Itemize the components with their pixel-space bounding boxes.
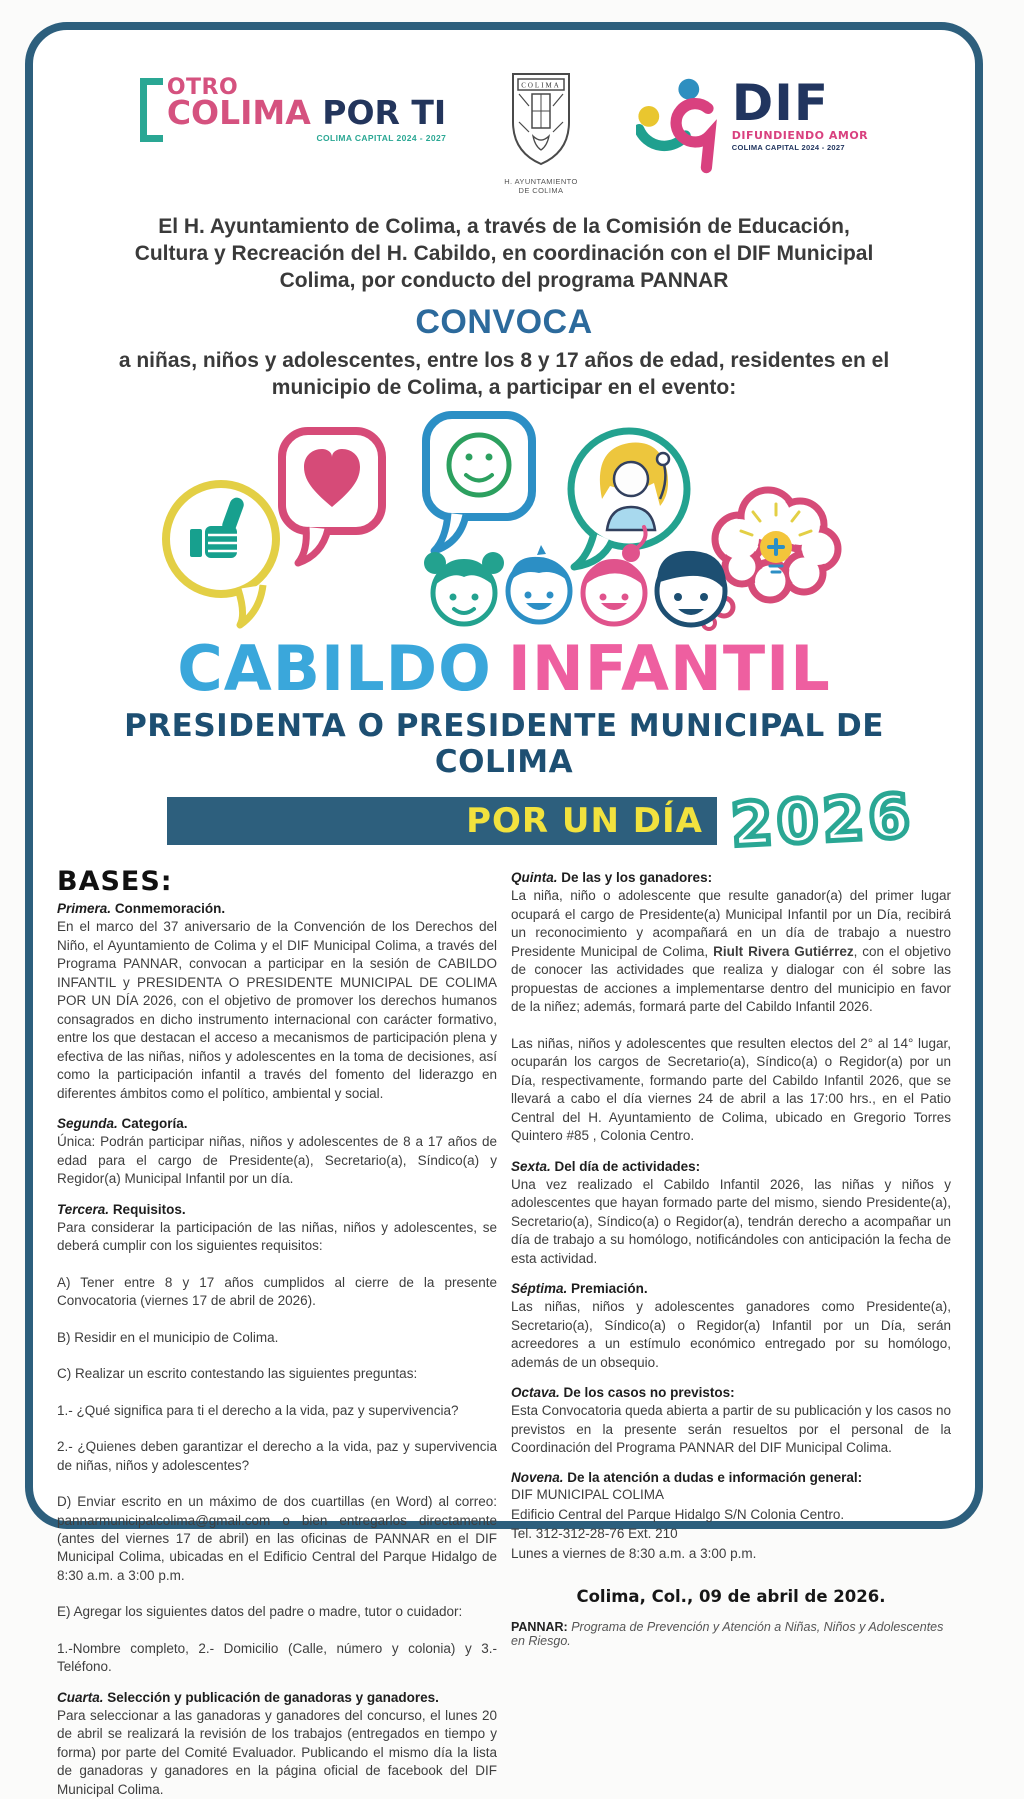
- section-paragraph: Esta Convocatoria queda abierta a partir de su publicación y los casos no previstos en la presente serán resueltos por el personal de la Coordinación del Programa PANNAR del DIF Municipal Colima.: [511, 1403, 951, 1455]
- section-label: Segunda.: [57, 1116, 118, 1132]
- dif-logo: [636, 74, 869, 174]
- audience-paragraph: a niñas, niños y adolescentes, entre los 8 y 17 años de edad, residentes en el municipio de Colima, a participar en el evento:: [118, 348, 890, 399]
- dif-tagline: DIFUNDIENDO AMOR: [731, 129, 869, 142]
- colima-shield-icon: [505, 70, 577, 170]
- heart-bubble-icon: [282, 431, 382, 563]
- section-quinta: [511, 870, 951, 1145]
- contact-line: Edificio Central del Parque Hidalgo S/N Colonia Centro.: [511, 1506, 845, 1522]
- paragraph-text: , con el objetivo de conocer las actividades que realiza y dialogar con él sobre las propuestas de acciones a implementarse dentro del municipio en favor de la niñez; además, formará parte del Cabildo Infantil 2026.: [511, 943, 951, 1015]
- requirement-item: E) Agregar los siguientes datos del padre o madre, tutor o cuidador:: [57, 1604, 463, 1620]
- requirement-item: A) Tener entre 8 y 17 años cumplidos al cierre de la presente Convocatoria (viernes 17 de abril de 2026).: [57, 1274, 497, 1309]
- smiley-bubble-icon: [426, 415, 532, 551]
- svg-text:COLIMA: COLIMA: [521, 81, 561, 90]
- date-line: Colima, Col., 09 de abril de 2026.: [576, 1587, 886, 1607]
- banner-row: [57, 781, 951, 862]
- section-segunda: [57, 1116, 497, 1188]
- requirement-item: B) Residir en el municipio de Colima.: [57, 1329, 279, 1345]
- poster-border: [25, 22, 983, 1797]
- dif-wordmark: DIF: [731, 74, 829, 132]
- section-octava: [511, 1385, 951, 1457]
- bases-section: [57, 866, 951, 1799]
- section-novena: [511, 1470, 951, 1563]
- section-label: Cuarta.: [57, 1689, 104, 1705]
- requirement-item: C) Realizar un escrito contestando las siguientes preguntas:: [57, 1366, 418, 1382]
- event-subtitle: PRESIDENTA O PRESIDENTE MUNICIPAL DE COLIMA: [124, 708, 884, 781]
- section-label: Primera.: [57, 901, 112, 917]
- otro-colima-por-ti-logo: [140, 75, 447, 143]
- thumbs-up-bubble-icon: [166, 484, 276, 625]
- section-paragraph: Para seleccionar a las ganadoras y ganadores del concurso, el lunes 20 de abril se realizará la revisión de los trabajos (entregados en tiempo y forma) por parte del Comité Evaluador. Publicando el mismo día la lista de ganadoras y ganadores en la página oficial de facebook del DIF Municipal Colima.: [57, 1707, 497, 1797]
- section-title: Selección y publicación de ganadoras y ganadores.: [107, 1689, 439, 1705]
- section-title: De la atención a dudas e información general:: [567, 1470, 863, 1486]
- contact-line: Lunes a viernes de 8:30 a.m. a 3:00 p.m.: [511, 1545, 757, 1561]
- dif-figures-icon: [636, 78, 724, 174]
- section-septima: [511, 1281, 951, 1372]
- section-title: Categoría.: [121, 1116, 188, 1132]
- event-title-word1: CABILDO: [177, 632, 492, 706]
- bases-heading: BASES:: [57, 866, 173, 898]
- section-paragraph: [511, 887, 951, 1016]
- pannar-footnote: [511, 1620, 951, 1648]
- otro-logo-line1: OTRO: [166, 75, 239, 100]
- ayuntamiento-caption-1: H. AYUNTAMIENTO: [504, 177, 578, 186]
- section-paragraph: Única: Podrán participar niñas, niños y adolescentes de 8 a 17 años de edad para el cargo de Presidente(a), Secretario(a), Síndico(a) y Regidor(a) Municipal Infantil por un día.: [57, 1134, 497, 1187]
- mayor-name: Riult Rivera Gutiérrez: [713, 943, 854, 959]
- section-paragraph: Una vez realizado el Cabildo Infantil 2026, las niñas y niños y adolescentes que hayan formado parte del mismo, siendo Presidente(a), Secretario(a), Síndico(a) o Regidor(a), tendrán derecho a acompañar un día de trabajo a su homólogo, notificándoles con anticipación la fecha de esta actividad.: [511, 1176, 951, 1266]
- boy-face-navy-icon: [657, 551, 726, 625]
- contact-line: DIF MUNICIPAL COLIMA: [511, 1487, 665, 1503]
- section-title: Premiación.: [571, 1281, 648, 1297]
- otro-logo-line2b: POR TI: [310, 93, 447, 133]
- section-title: De los casos no previstos:: [563, 1385, 735, 1401]
- pannar-definition: Programa de Prevención y Atención a Niñas, Niños y Adolescentes en Riesgo.: [511, 1620, 944, 1649]
- paragraph-text: La niña, niño o adolescente que resulte ganador(a) del primer lugar ocupará el cargo de Presidente(a) Municipal Infantil por un Día, recibirá un reconocimiento y acompañará en un día de trabajo a nuestro Presidente Municipal de Colima,: [511, 888, 951, 959]
- section-tercera: [57, 1202, 497, 1677]
- section-paragraph: Las niñas, niños y adolescentes ganadores como Presidente(a), Secretario(a), Síndico(a) o Regidor(a) Infantil por un Día, serán acreedores a un estímulo económico entregado por su homólogo, además de un obsequio.: [511, 1299, 951, 1370]
- bases-right-column: [511, 866, 951, 1799]
- children-illustration: [154, 409, 854, 644]
- section-title: Requisitos.: [112, 1201, 186, 1217]
- section-paragraph: En el marco del 37 aniversario de la Convención de los Derechos del Niño, el Ayuntamiento de Colima y el DIF Municipal Colima, a través del Programa PANNAR, convocan a participar en la sesión de CABILDO INFANTIL y PRESIDENTA O PRESIDENTE MUNICIPAL DE COLIMA POR UN DÍA 2026, con el objetivo de promover los derechos humanos consagrados en dicho instrumento internacional con carácter formativo, entre los que destacan el acceso a mecanismos de participación plena y efectiva de las niñas, niños y adolescentes en la toma de decisiones, así como la participación infantil a través del fomento del liderazgo en diferentes ámbitos como el político, ambiental y social.: [57, 919, 497, 1101]
- idea-cloud-icon: [703, 490, 838, 629]
- requirement-item: 1.-Nombre completo, 2.- Domicilio (Calle, número y colonia) y 3.- Teléfono.: [57, 1640, 497, 1675]
- pannar-label: PANNAR:: [511, 1620, 568, 1635]
- banner-text: POR UN DÍA: [466, 801, 703, 842]
- otro-logo-caption: COLIMA CAPITAL 2024 - 2027: [316, 132, 447, 143]
- section-label: Tercera.: [57, 1201, 110, 1217]
- bracket-shape: [140, 78, 163, 142]
- ayuntamiento-caption-2: DE COLIMA: [518, 186, 564, 196]
- section-label: Octava.: [511, 1385, 560, 1401]
- section-label: Quinta.: [511, 870, 558, 886]
- requirement-item: 2.- ¿Quienes deben garantizar el derecho a la vida, paz y supervivencia de niñas, niños y adolescentes?: [57, 1439, 497, 1473]
- ayuntamiento-logo: [504, 70, 578, 196]
- otro-logo-line2: COLIMA: [166, 93, 311, 133]
- convoca-heading: CONVOCA: [415, 302, 593, 341]
- contact-line: Tel. 312-312-28-76 Ext. 210: [511, 1526, 678, 1542]
- logo-row: [57, 70, 951, 198]
- requirement-item: 1.- ¿Qué significa para ti el derecho a la vida, paz y supervivencia?: [57, 1402, 459, 1418]
- event-title: [57, 632, 951, 706]
- section-cuarta: [57, 1690, 497, 1799]
- section-label: Séptima.: [511, 1281, 568, 1297]
- por-un-dia-banner: [167, 797, 717, 845]
- section-paragraph: Para considerar la participación de las niñas, niños y adolescentes, se deberá cumplir con los siguientes requisitos:: [57, 1219, 497, 1254]
- dif-caption: COLIMA CAPITAL 2024 - 2027: [731, 143, 845, 152]
- section-title: Del día de actividades:: [554, 1158, 701, 1174]
- year-2026: 2026: [729, 781, 916, 862]
- section-label: Novena.: [511, 1470, 564, 1486]
- section-title: De las y los ganadores:: [561, 870, 713, 886]
- section-paragraph: Las niñas, niños y adolescentes que resulten electos del 2° al 14° lugar, ocuparán los cargos de Secretario(a), Síndico(a) o Regidor(a) por un Día, respectivamente, formando parte del Cabildo Infantil 2026, que se llevará a cabo el día viernes 24 de abril a las 17:00 hrs., en el Patio Central del H. Ayuntamiento de Colima, ubicado en Gregorio Torres Quintero #85 , Colonia Centro.: [511, 1035, 951, 1144]
- requirement-item: D) Enviar escrito en un máximo de dos cuartillas (en Word) al correo: pannarmunicipalcolima@gmail.com o bien entregarlos directamente (antes del viernes 17 de abril) en las oficinas de PANNAR en el DIF Municipal Colima, ubicadas en el Edificio Central del Parque Hidalgo de 8:30 a.m. a 3:00 p.m.: [57, 1494, 497, 1583]
- section-title: Conmemoración.: [114, 901, 226, 917]
- girl-face-teal-icon: [424, 552, 504, 624]
- bases-left-column: [57, 866, 497, 1799]
- intro-paragraph: El H. Ayuntamiento de Colima, a través de la Comisión de Educación, Cultura y Recreación del H. Cabildo, en coordinación con el DIF Municipal Colima, por conducto del programa PANNAR: [134, 215, 874, 292]
- boy-face-blue-icon: [508, 545, 570, 622]
- section-label: Sexta.: [511, 1158, 551, 1174]
- section-primera: [57, 901, 497, 1103]
- event-title-word2: INFANTIL: [507, 632, 831, 706]
- section-sexta: [511, 1159, 951, 1268]
